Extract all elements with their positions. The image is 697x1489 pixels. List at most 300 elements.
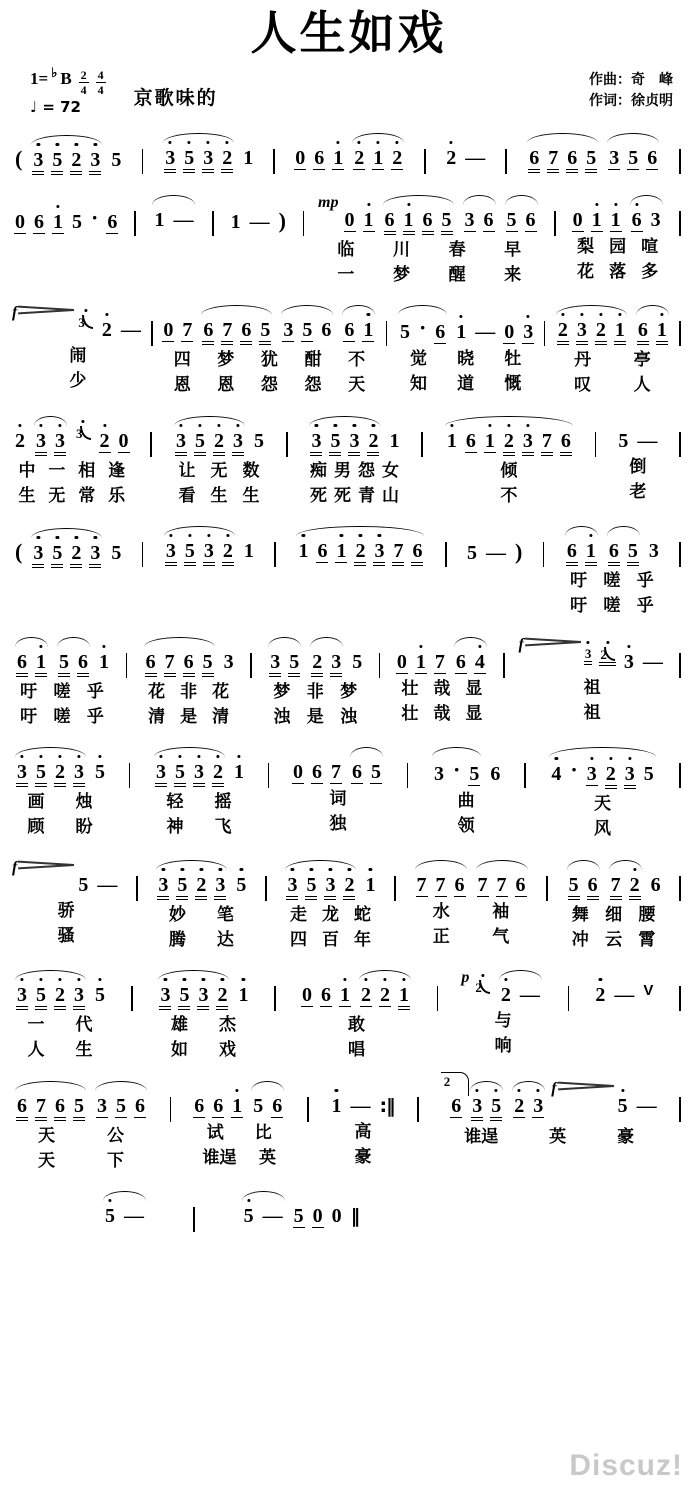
octave-dot — [595, 203, 598, 206]
barline — [568, 986, 570, 1011]
slur-group — [151, 209, 196, 231]
note-digit: 7 — [434, 650, 445, 673]
lyric-syllable: 独 — [329, 814, 347, 834]
note — [33, 211, 45, 234]
notation-row — [193, 1078, 285, 1118]
note-digit: 1 — [53, 210, 63, 233]
note — [178, 984, 190, 1010]
notation-row — [566, 857, 662, 900]
note-digit: 2 — [379, 984, 390, 1007]
note-digit: 3 — [158, 873, 169, 896]
slur-group — [608, 874, 643, 900]
note — [16, 1095, 28, 1121]
note-digit: 1 — [363, 208, 374, 231]
measure — [143, 634, 235, 728]
note — [608, 147, 620, 170]
note — [541, 430, 553, 456]
note — [110, 542, 122, 564]
note — [159, 984, 171, 1010]
note-digit: 5 — [36, 761, 46, 784]
note-digit: 6 — [515, 873, 526, 896]
lyric-syllable: 恩 — [217, 375, 235, 395]
slur-group — [155, 874, 228, 900]
octave-dot — [94, 536, 97, 539]
note — [202, 319, 214, 345]
note-digit: 3 — [609, 146, 620, 169]
lyric-syllable: 叹 — [574, 375, 592, 395]
note — [202, 651, 214, 677]
notation-row — [14, 413, 130, 456]
note-digit: 3 — [311, 429, 322, 452]
note-digit: 3 — [374, 540, 385, 563]
notation-row — [284, 857, 376, 900]
note-digit: · — [91, 204, 99, 230]
lyric-syllable: 女 — [381, 460, 399, 480]
note-digit: 1 — [238, 984, 249, 1007]
note-digit: 1 — [99, 650, 109, 673]
lyric-syllable: 梦 — [392, 264, 410, 284]
lyric-syllable: 中 — [18, 460, 36, 480]
note-digit: 7 — [548, 146, 559, 169]
score-system — [14, 1188, 681, 1232]
lyric-syllable: 梦 — [217, 350, 235, 370]
measure — [594, 967, 654, 1006]
slur-group — [397, 315, 448, 344]
note — [172, 209, 194, 231]
note-digit: 5 — [72, 210, 82, 233]
note — [367, 430, 379, 456]
notation-row — [162, 302, 376, 345]
lyric-syllable: 倒 — [629, 456, 647, 476]
lyrics-row — [548, 818, 656, 839]
note-digit: 6 — [490, 763, 501, 786]
note-digit: 6 — [17, 650, 27, 673]
notation-row — [572, 192, 664, 232]
lyric-syllable: 壮 — [401, 678, 419, 698]
measure — [162, 130, 254, 173]
lyric-syllable: 腾 — [168, 929, 186, 949]
score-system — [14, 413, 681, 507]
octave-dot — [103, 424, 106, 427]
note-digit: 6 — [321, 319, 332, 342]
note-digit: 6 — [566, 540, 577, 563]
note-digit: 7 — [331, 761, 341, 784]
lyric-syllable: 一 — [27, 1015, 45, 1035]
lyric-syllable: 非 — [180, 681, 198, 701]
note-digit: 3 — [586, 763, 597, 786]
measure — [294, 130, 405, 170]
lyrics-row — [14, 791, 106, 812]
slur-group — [14, 651, 49, 677]
note-digit: 3 — [17, 984, 27, 1007]
note-digit: 6 — [647, 146, 658, 169]
lyric-syllable: 少 — [69, 371, 87, 391]
lyric-syllable: 嗟 — [53, 681, 71, 701]
barline — [524, 763, 526, 788]
lyric-syllable: 袖 — [492, 901, 510, 921]
note-digit: — — [120, 319, 141, 342]
note — [519, 984, 541, 1006]
slur-group — [504, 209, 539, 232]
note — [650, 874, 662, 896]
lyrics-row — [566, 929, 662, 950]
notation-row — [143, 634, 235, 677]
note-digit: 5 — [236, 873, 247, 896]
note — [231, 1095, 243, 1118]
note — [233, 761, 245, 783]
lyric-syllable: 逢 — [108, 460, 126, 480]
octave-dot — [481, 974, 484, 977]
note-digit: 5 — [371, 761, 381, 784]
note — [627, 147, 639, 170]
note-digit: 3 — [33, 542, 44, 565]
octave-dot — [589, 534, 592, 537]
octave-dot — [188, 141, 191, 144]
barline — [274, 542, 276, 567]
lyric-syllable: 谁逞 — [464, 1126, 499, 1146]
lyric-syllable: 怨 — [260, 375, 278, 395]
measure — [14, 857, 118, 947]
note-digit: 7 — [36, 1094, 46, 1117]
note — [557, 319, 569, 345]
lyrics-row — [173, 460, 265, 481]
barline — [131, 986, 133, 1011]
note — [222, 540, 234, 566]
note — [572, 209, 584, 232]
lyrics-row — [431, 815, 501, 836]
measure — [441, 1073, 658, 1147]
slur-group — [564, 540, 599, 566]
note-digit: — — [350, 1094, 371, 1117]
note — [384, 209, 396, 235]
lyrics-row — [414, 926, 529, 947]
octave-dot — [105, 313, 108, 316]
measure — [163, 523, 255, 566]
note-digit: 6 — [312, 761, 322, 784]
lyric-syllable: 显 — [465, 678, 483, 698]
note-digit: 2 — [500, 984, 511, 1007]
lyric-syllable: 壮 — [401, 703, 419, 723]
note — [631, 209, 643, 232]
measure — [396, 634, 488, 725]
barline — [679, 986, 681, 1011]
octave-dot — [310, 868, 313, 871]
note — [70, 149, 82, 175]
note-digit: 5 — [95, 984, 105, 1007]
octave-dot — [169, 141, 172, 144]
note-digit: ) — [515, 539, 523, 565]
lyric-syllable: 早 — [504, 239, 522, 259]
octave-dot — [358, 141, 361, 144]
lyrics-row — [292, 813, 384, 834]
note-digit: — — [636, 1094, 657, 1117]
note — [418, 316, 427, 340]
note-digit: 3 — [287, 873, 298, 896]
lyric-syllable: 领 — [457, 816, 475, 836]
lyrics-row — [284, 929, 376, 950]
note — [240, 319, 252, 345]
note — [637, 319, 649, 345]
note — [500, 984, 512, 1006]
note-digit: 6 — [317, 540, 328, 563]
octave-dot — [216, 755, 219, 758]
note-digit: 1 — [585, 540, 596, 563]
lyric-syllable: 让 — [178, 460, 196, 480]
barline — [386, 321, 388, 346]
note-digit: 5 — [177, 873, 188, 896]
measure — [193, 1078, 285, 1169]
note-digit: 4 — [474, 650, 485, 673]
lyric-syllable: 乎 — [86, 681, 104, 701]
note-digit: 5 — [202, 650, 213, 673]
lyric-syllable: 天 — [38, 1125, 55, 1145]
note — [591, 209, 603, 232]
note-digit: 1 — [243, 540, 254, 563]
notation-row — [14, 744, 106, 787]
note-digit: 0 — [293, 761, 303, 784]
note — [454, 874, 466, 897]
note-digit: 1 — [484, 429, 495, 452]
note-digit: 3 — [215, 873, 226, 896]
lyrics-row — [292, 788, 384, 809]
lyric-syllable: 曲 — [457, 791, 475, 811]
note-digit: ( — [15, 145, 23, 171]
octave-dot — [450, 424, 453, 427]
lyric-syllable: 嗟 — [603, 596, 621, 616]
note-digit: 5 — [111, 542, 122, 565]
note-digit: 7 — [222, 319, 233, 342]
octave-dot — [84, 309, 87, 312]
note-digit: 2 — [503, 429, 514, 452]
notation-row — [230, 192, 287, 233]
note — [115, 1095, 127, 1118]
note-digit: 3 — [464, 208, 475, 231]
lyric-syllable: 四 — [289, 929, 307, 949]
lyric-syllable: 男 — [333, 460, 351, 480]
octave-dot — [419, 645, 422, 648]
lyrics-row — [143, 706, 235, 727]
octave-dot — [302, 534, 305, 537]
measure — [444, 413, 574, 507]
lyrics-row — [173, 485, 265, 506]
note — [489, 763, 501, 785]
note-digit: 2 — [629, 873, 640, 896]
note — [636, 430, 658, 452]
lyric-syllable: 吁 — [570, 571, 588, 591]
octave-dot — [586, 641, 589, 644]
barline — [417, 1097, 419, 1122]
octave-dot — [169, 534, 172, 537]
note — [313, 147, 325, 170]
lyric-syllable: 闹 — [69, 346, 87, 366]
slur-group — [30, 149, 103, 175]
octave-dot — [555, 757, 558, 760]
note — [176, 874, 188, 900]
note-digit: 3 — [156, 761, 166, 784]
octave-dot — [478, 645, 481, 648]
note-digit: 1 — [339, 984, 350, 1007]
lyrics-row — [564, 570, 660, 591]
decrescendo-hairpin — [18, 304, 74, 314]
note-digit: 3 — [194, 761, 204, 784]
lyric-syllable: 梨 — [577, 236, 595, 256]
note — [433, 763, 445, 785]
lyrics-row — [564, 595, 660, 616]
octave-dot — [219, 868, 222, 871]
note-digit: — — [519, 984, 540, 1007]
note — [398, 984, 410, 1010]
lyrics-row — [441, 1126, 658, 1147]
note — [243, 540, 255, 562]
note — [286, 874, 298, 900]
note-digit: 5 — [289, 650, 300, 673]
lyric-syllable: 乎 — [636, 596, 654, 616]
note-digit: 1 — [232, 1094, 243, 1117]
note-digit: ( — [15, 539, 23, 565]
slur-group — [14, 984, 87, 1010]
note — [560, 430, 572, 456]
lyrics-row — [521, 677, 664, 698]
note — [344, 209, 356, 232]
note — [415, 651, 427, 674]
lyric-syllable: 是 — [180, 706, 198, 726]
slur-group — [635, 319, 670, 345]
note-digit: 2 — [71, 148, 82, 171]
octave-dot — [396, 141, 399, 144]
slur-group — [56, 651, 91, 677]
decrescendo-hairpin — [558, 1080, 614, 1090]
lyric-syllable: 妙 — [168, 904, 186, 924]
note-digit: 3 — [325, 873, 336, 896]
note — [134, 1095, 146, 1118]
octave-dot — [226, 534, 229, 537]
notation-row — [292, 744, 384, 784]
lyric-syllable: 词 — [329, 789, 347, 809]
note — [585, 540, 597, 566]
lyric-syllable: 四 — [173, 350, 191, 370]
octave-dot — [94, 143, 97, 146]
lyric-syllable: 天 — [348, 375, 366, 395]
octave-dot — [162, 868, 165, 871]
lyric-syllable: 酣 — [304, 350, 322, 370]
note-digit: 7 — [435, 873, 446, 896]
note-digit: 2 — [55, 984, 65, 1007]
slur-group — [431, 757, 482, 786]
note-digit: 6 — [608, 540, 619, 563]
lyric-syllable: 来 — [504, 264, 522, 284]
note-digit: 2 — [217, 984, 228, 1007]
note — [332, 147, 344, 170]
grace-note — [474, 980, 491, 995]
note — [153, 209, 165, 231]
lyric-syllable: 轻 — [166, 792, 184, 812]
octave-dot — [181, 868, 184, 871]
note — [259, 319, 271, 345]
note-digit: 5 — [105, 1205, 115, 1228]
lyric-syllable: 非 — [306, 681, 324, 701]
lyric-syllable: 骚 — [57, 925, 75, 945]
note-digit: 3 — [160, 984, 171, 1007]
note-digit: 7 — [477, 873, 488, 896]
dynamic-marking: f — [12, 304, 18, 322]
note-digit: 3 — [223, 650, 234, 673]
slur-group — [511, 1095, 546, 1118]
note — [550, 763, 562, 785]
measure — [330, 1078, 395, 1168]
lyric-syllable: 乎 — [86, 706, 104, 726]
note — [514, 540, 523, 564]
note-digit: 3 — [576, 319, 587, 342]
note — [450, 1095, 462, 1118]
octave-dot — [606, 641, 609, 644]
note — [485, 542, 507, 564]
note-digit: 0 — [15, 210, 25, 233]
note — [216, 984, 228, 1010]
note-digit: 2 — [196, 873, 207, 896]
watermark: Discuz! — [569, 1449, 683, 1482]
lyric-syllable: 杰 — [218, 1015, 236, 1035]
note — [311, 651, 323, 677]
note — [617, 430, 629, 452]
note-digit: 5 — [74, 1094, 84, 1117]
measure — [14, 967, 106, 1061]
barline — [437, 986, 439, 1011]
measure — [466, 523, 523, 564]
note — [614, 319, 626, 345]
lyrics-row — [301, 1039, 412, 1060]
note-digit: 2 — [605, 763, 616, 786]
lyrics-row — [572, 236, 664, 257]
note — [547, 147, 559, 173]
slur-group — [241, 1205, 286, 1227]
octave-dot — [621, 1089, 624, 1092]
lyrics-row — [396, 678, 488, 699]
octave-dot — [561, 313, 564, 316]
lyric-syllable: 恩 — [173, 375, 191, 395]
note-digit: — — [262, 1205, 283, 1228]
lyric-syllable: 谁逞 — [202, 1147, 237, 1167]
lyric-syllable: 龙 — [321, 904, 339, 924]
lyric-syllable: 摇 — [214, 792, 232, 812]
note-digit: 6 — [344, 319, 355, 342]
note-digit: — — [486, 542, 507, 565]
lyric-syllable: 戏 — [218, 1040, 236, 1060]
note — [636, 1095, 658, 1117]
note — [155, 761, 167, 787]
octave-dot — [407, 203, 410, 206]
lyric-syllable: 天 — [594, 794, 612, 814]
octave-dot — [334, 424, 337, 427]
system-line — [14, 1073, 681, 1172]
note-digit: — — [173, 208, 194, 231]
lyrics-row — [555, 349, 670, 370]
note — [343, 874, 355, 900]
measure — [445, 130, 486, 169]
octave-dot — [599, 978, 602, 981]
note — [608, 540, 620, 566]
notation-row — [157, 967, 249, 1010]
note — [335, 540, 347, 563]
lyric-syllable: 乎 — [636, 571, 654, 591]
note — [585, 147, 597, 173]
octave-dot — [217, 424, 220, 427]
slur-group — [498, 984, 543, 1006]
barline — [136, 876, 138, 901]
octave-dot — [291, 868, 294, 871]
note-digit: 1 — [230, 210, 241, 233]
octave-dot — [20, 755, 23, 758]
time-signature-2: $\frac{4}{4}$ — [97, 67, 104, 97]
